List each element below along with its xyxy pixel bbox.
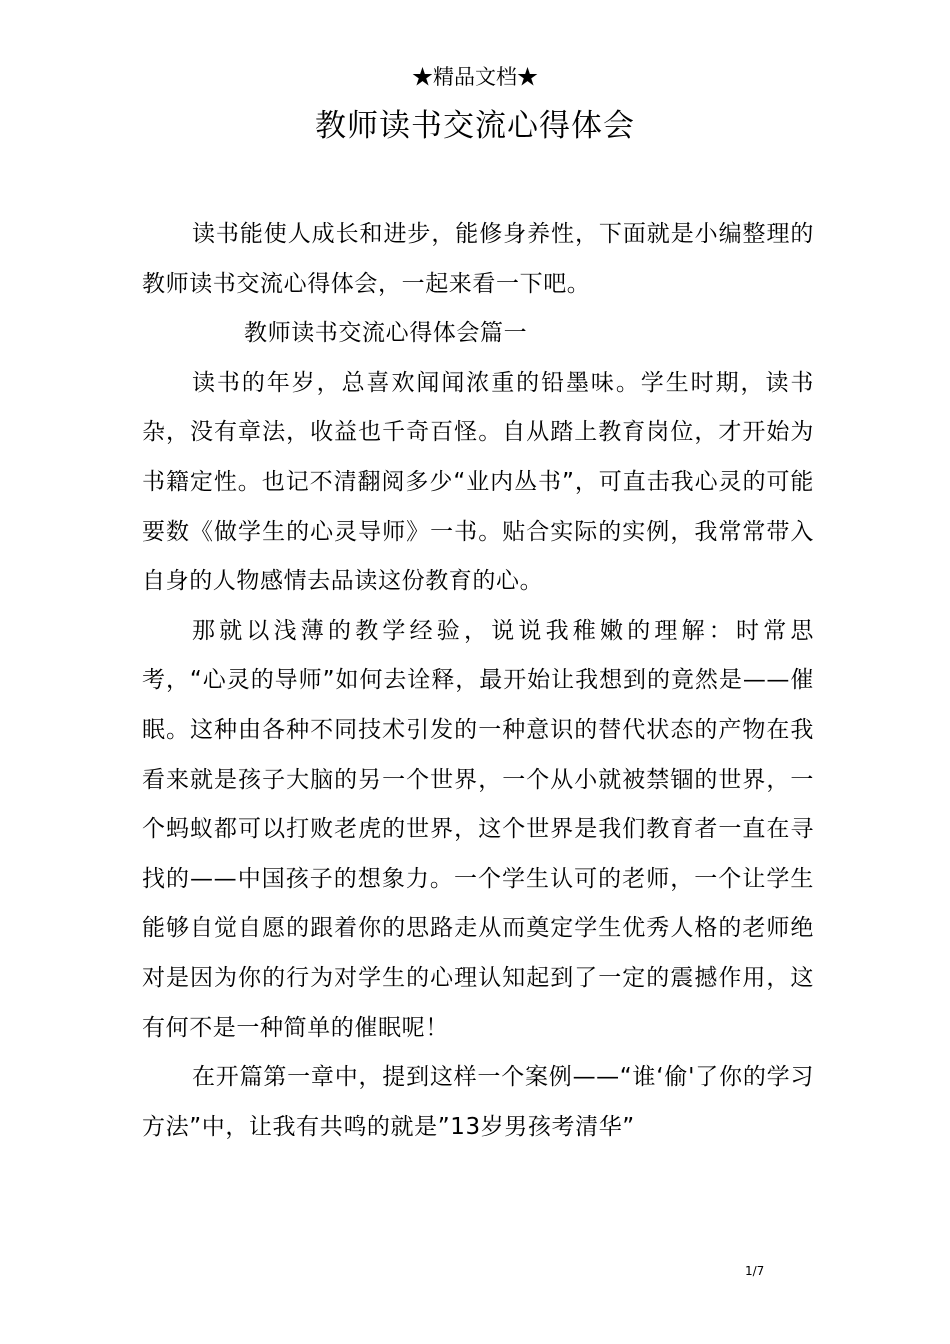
- body-paragraph-2: 那就以浅薄的教学经验，说说我稚嫩的理解：时常思考，“心灵的导师”如何去诠释，最开始让我想到的竟然是——催眠。这种由各种不同技术引发的一种意识的替代状态的产物在我看来就是孩子大脑的另一个世界，一个从小就被禁锢的世界，一个蚂蚁都可以打败老虎的世界，这个世界是我们教育者一直在寻找的——中国孩子的想象力。一个学生认可的老师，一个让学生能够自觉自愿的跟着你的思路走从而奠定学生优秀人格的老师绝对是因为你的行为对学生的心理认知起到了一定的震撼作用，这有何不是一种简单的催眠呢！: [142, 617, 814, 1041]
- intro-paragraph: 读书能使人成长和进步，能修身养性，下面就是小编整理的教师读书交流心得体会，一起来看一下吧。: [142, 221, 814, 297]
- body-paragraph-3: 在开篇第一章中，提到这样一个案例——“谁‘偷'了你的学习方法”中，让我有共鸣的就是”13岁男孩考清华”: [142, 1064, 814, 1140]
- document-body: [142, 210, 814, 1152]
- header-label: ★精品文档★: [412, 65, 538, 89]
- section-heading: 教师读书交流心得体会篇一: [244, 320, 528, 347]
- page-number: 1/7: [745, 1264, 765, 1278]
- document-title: 教师读书交流心得体会: [315, 108, 635, 144]
- body-paragraph-1: 读书的年岁，总喜欢闻闻浓重的铅墨味。学生时期，读书杂，没有章法，收益也千奇百怪。自从踏上教育岗位，才开始为书籍定性。也记不清翻阅多少“业内丛书”，可直击我心灵的可能要数《做学生的心灵导师》一书。贴合实际的实例，我常常带入自身的人物感情去品读这份教育的心。: [142, 369, 814, 595]
